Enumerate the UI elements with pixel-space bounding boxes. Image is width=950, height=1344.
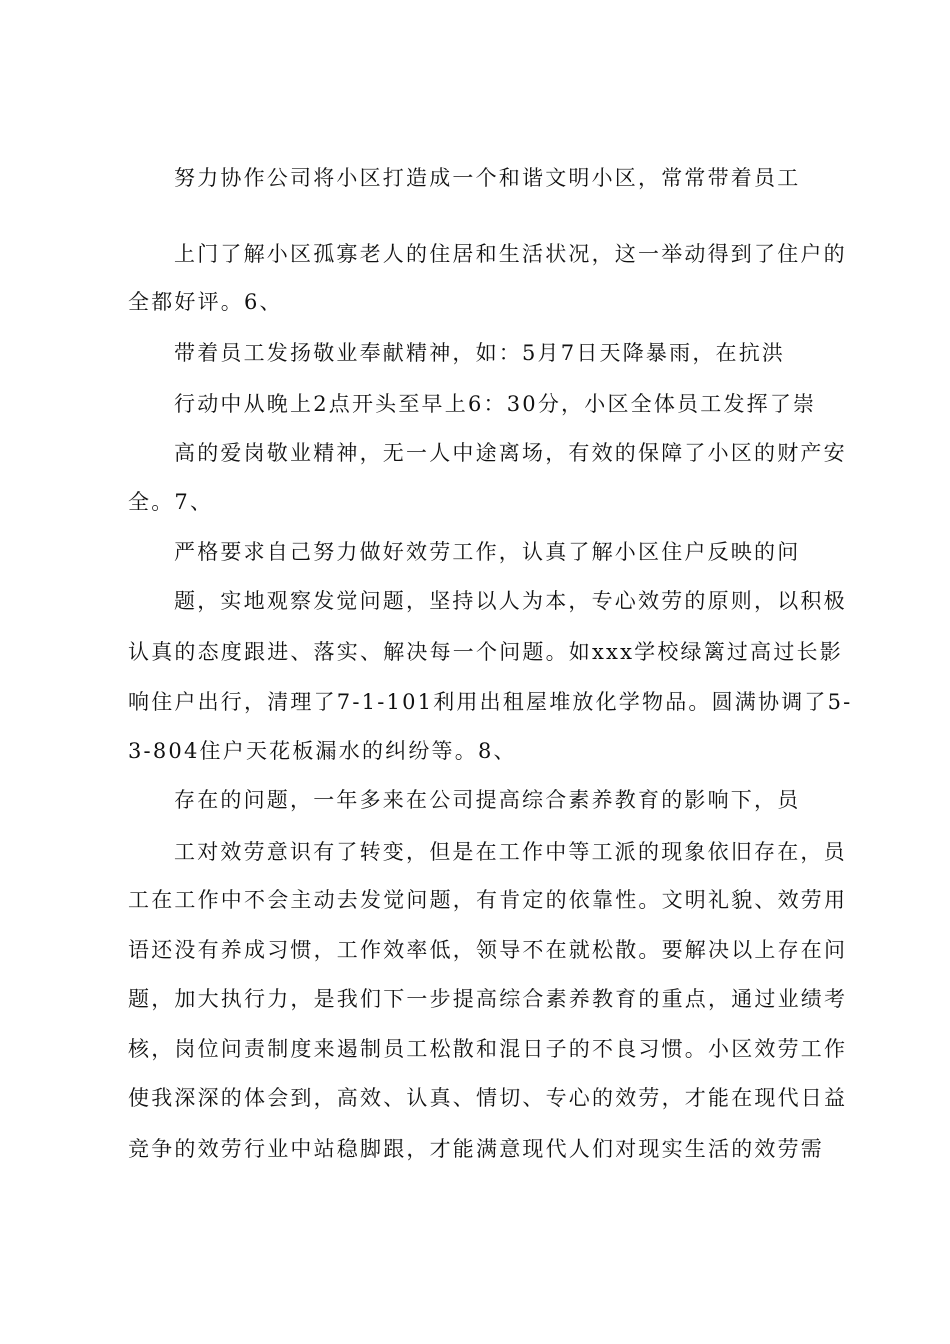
text-line: 带着员工发扬敬业奉献精神，如：5月7日天降暴雨，在抗洪 [174,341,786,365]
text-line: 上门了解小区孤寡老人的住居和生活状况，这一举动得到了住户的 [174,242,847,266]
text-line: 认真的态度跟进、落实、解决每一个问题。如xxx学校绿篱过高过长影 [128,640,843,664]
text-line: 语还没有养成习惯，工作效率低，领导不在就松散。要解决以上存在问 [128,938,848,962]
text-line: 全。7、 [128,490,214,514]
text-line: 严格要求自己努力做好效劳工作，认真了解小区住户反映的问 [174,540,801,564]
text-line: 题，实地观察发觉问题，坚持以人为本，专心效劳的原则，以积极 [174,589,847,613]
text-line: 3-804住户天花板漏水的纠纷等。8、 [128,739,517,763]
text-line: 使我深深的体会到，高效、认真、情切、专心的效劳，才能在现代日益 [128,1086,848,1110]
text-line: 高的爱岗敬业精神，无一人中途离场，有效的保障了小区的财产安 [174,441,847,465]
text-line: 核，岗位问责制度来遏制员工松散和混日子的不良习惯。小区效劳工作 [128,1037,848,1061]
text-line: 努力协作公司将小区打造成一个和谐文明小区，常常带着员工 [174,166,801,190]
text-line: 工对效劳意识有了转变，但是在工作中等工派的现象依旧存在，员 [174,840,847,864]
text-line: 存在的问题，一年多来在公司提高综合素养教育的影响下，员 [174,788,801,812]
text-line: 题，加大执行力，是我们下一步提高综合素养教育的重点，通过业绩考 [128,987,848,1011]
text-line: 响住户出行，清理了7-1-101利用出租屋堆放化学物品。圆满协调了5- [128,690,853,714]
text-line: 行动中从晚上2点开头至早上6：30分，小区全体员工发挥了崇 [174,392,817,416]
text-line: 工在工作中不会主动去发觉问题，有肯定的依靠性。文明礼貌、效劳用 [128,888,848,912]
text-line: 全都好评。6、 [128,290,283,314]
text-line: 竞争的效劳行业中站稳脚跟，才能满意现代人们对现实生活的效劳需 [128,1137,824,1161]
